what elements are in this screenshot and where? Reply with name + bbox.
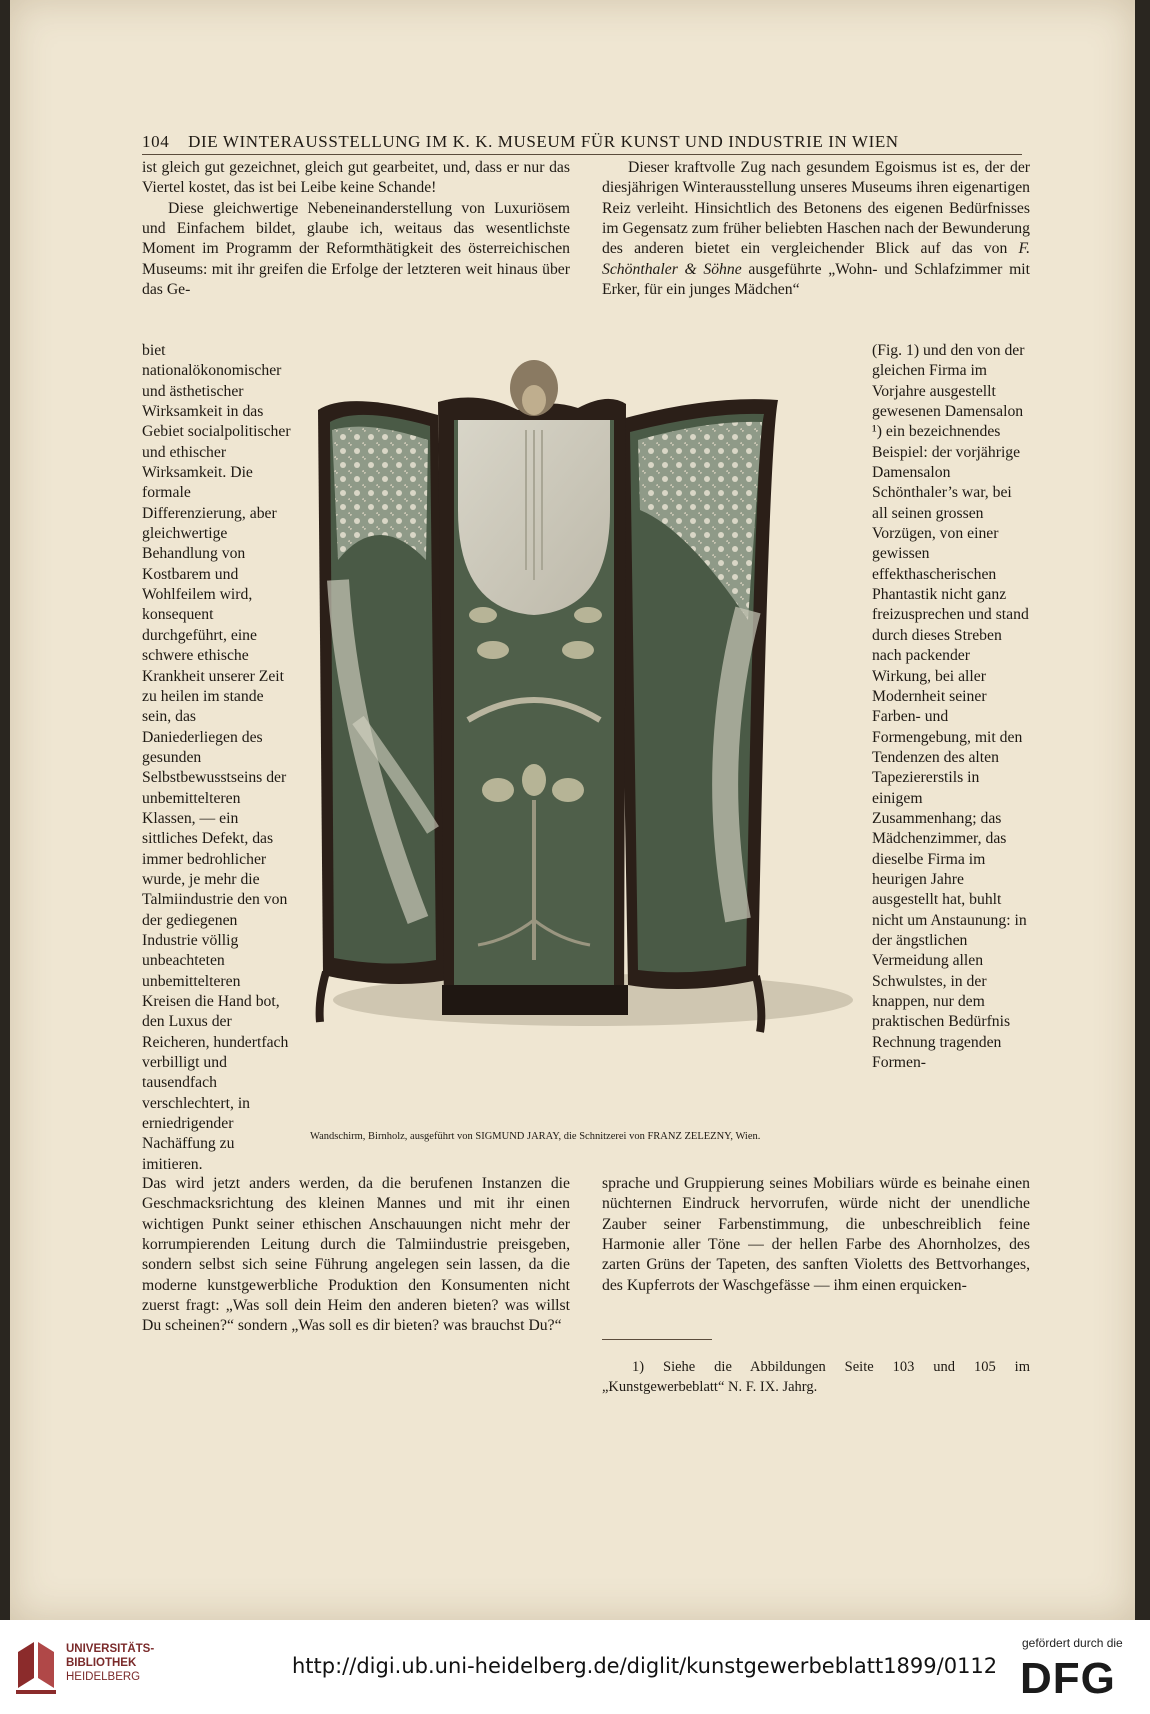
left-column-bottom [142,1174,570,1337]
library-name-line: BIBLIOTHEK [66,1657,137,1669]
library-name-line: HEIDELBERG [66,1671,141,1683]
paragraph: Diese gleichwertige Nebeneinanderstellung von Luxuriösem und Einfachem bildet, glaube ich, weitaus das wesentlichste Moment im Programm der Reformthätigkeit des österreichischen Museums: mit ihr greifen die Erfolge der letzteren weit hinaus über das Ge- [142,199,570,299]
folding-screen-image [308,360,868,1150]
paragraph: sprache und Gruppierung seines Mobiliars würde es beinahe einen nüchternen Eindruck hervorrufen, würde nicht der unendliche Zauber seiner Farbenstimmung, die unbeschreiblich feine Harmonie aller Töne — der hellen Farbe des Ahornholzes, des zarten Grüns der Tapeten, des sanften Violetts des Bettvorhanges, des Kupferrots der Waschgefässe — ihm einen erquicken- [602,1175,1030,1294]
dfg-logo: DFG [1020,1654,1116,1703]
paragraph: Das wird jetzt anders werden, da die berufenen Instanzen die Geschmacksrichtung des kleinen Mannes und mit ihr einen wichtigen Punkt seiner ethischen Anschauungen nicht mehr der korrumpierenden Leitung durch die Talmiindustrie preisgeben, sondern selbst sich seine Führung angelegen sein lassen, da die moderne kunstgewerbliche Produktion den Konsumenten nicht zuerst fragt: „Was soll dein Heim den anderen bieten? was willst Du scheinen?“ sondern „Was soll es dir bieten? was brauchst Du?“ [142,1175,570,1335]
footnote-rule [602,1339,712,1340]
library-name-line: UNIVERSITÄTS- [66,1643,155,1655]
paragraph-text: Dieser kraftvolle Zug nach gesundem Egoismus ist es, der der diesjährigen Winterausstellung unseres Museums ihren eigenartigen Reiz verleiht. Hinsichtlich des Betonens des eigenen Bedürfnisses im Gegensatz zum früher beliebten Haschen nach der Bewunderung des anderen bietet ein vergleichender Blick auf das von [602,159,1030,258]
paragraph: (Fig. 1) und den von der gleichen Firma im Vorjahre ausgestellt gewesenen Damensalon ¹) ein bezeichnendes Beispiel: der vorjährige Damensalon Schönthaler’s war, bei all seinen grossen Vorzügen, von einer gewissen effekthascherischen Phantastik nicht ganz freizusprechen und stand durch dieses Streben nach packender Wirkung, bei aller Modernheit seiner Farben- und Formengebung, mit den Tendenzen des alten Tapeziererstils in einigem Zusammenhang; das Mädchenzimmer, das dieselbe Firma im heurigen Jahre ausgestellt hat, buhlt nicht um Anstaunung: in der ängstlichen Vermeidung allen Schwulstes, in der knappen, nur dem praktischen Bedürfnis Rechnung tragenden Formen- [872,342,1029,1072]
firm-name: F. Schönthaler & Söhne [602,240,1031,278]
university-library-name [66,1642,154,1684]
running-head [142,132,1022,152]
header-rule [142,154,1022,155]
figure-caption: Wandschirm, Birnholz, ausgeführt von SIGMUND JARAY, die Schnitzerei von FRANZ ZELEZNY, Wien. [310,1131,761,1142]
scanned-page [10,0,1135,1620]
right-column-top [602,158,1030,300]
paragraph: ist gleich gut gezeichnet, gleich gut gearbeitet, und, dass er nur das Viertel kostet, das ist bei Leibe keine Schande! [142,159,570,197]
left-column-top [142,158,570,300]
running-head-title: DIE WINTERAUSSTELLUNG IM K. K. MUSEUM FÜR KUNST UND INDUSTRIE IN WIEN [188,132,899,151]
right-column-bottom [602,1174,1030,1296]
left-wrap-column [142,341,292,1175]
paragraph-text: ausgeführte „Wohn- und Schlafzimmer mit Erker, für ein junges Mädchen“ [602,260,1031,299]
folding-screen-illustration [308,360,868,1150]
right-wrap-column [872,341,1030,1073]
digitization-footer [0,1620,1150,1714]
permalink-url[interactable]: http://digi.ub.uni-heidelberg.de/diglit/kunstgewerbeblatt1899/0112 [292,1654,998,1678]
footnote: 1) Siehe die Abbildungen Seite 103 und 105 im „Kunstgewerbeblatt“ N. F. IX. Jahrg. [602,1359,1030,1395]
paragraph: biet nationalökonomischer und ästhetischer Wirksamkeit in das Gebiet socialpolitischer und ethischer Wirksamkeit. Die formale Differenzierung, aber gleichwertige Behandlung von Kostbarem und Wohlfeilem wird, konsequent durchgeführt, eine schwere ethische Krankheit unserer Zeit zu heilen im stande sein, das Daniederliegen des gesunden Selbstbewusstseins der unbemittelteren Klassen, — ein sittliches Defekt, das immer bedrohlicher wurde, je mehr die Talmiindustrie den von der gediegenen Industrie völlig unbeachteten unbemittelteren Kreisen die Hand bot, den Luxus der Reicheren, hundertfach verbilligt und tausendfach verschlechtert, in erniedrigender Nachäffung zu imitieren. [142,342,291,1173]
page-number: 104 [142,132,170,151]
university-library-logo-icon [10,1638,60,1696]
paragraph [602,158,1030,300]
funding-label: gefördert durch die [1022,1636,1123,1650]
